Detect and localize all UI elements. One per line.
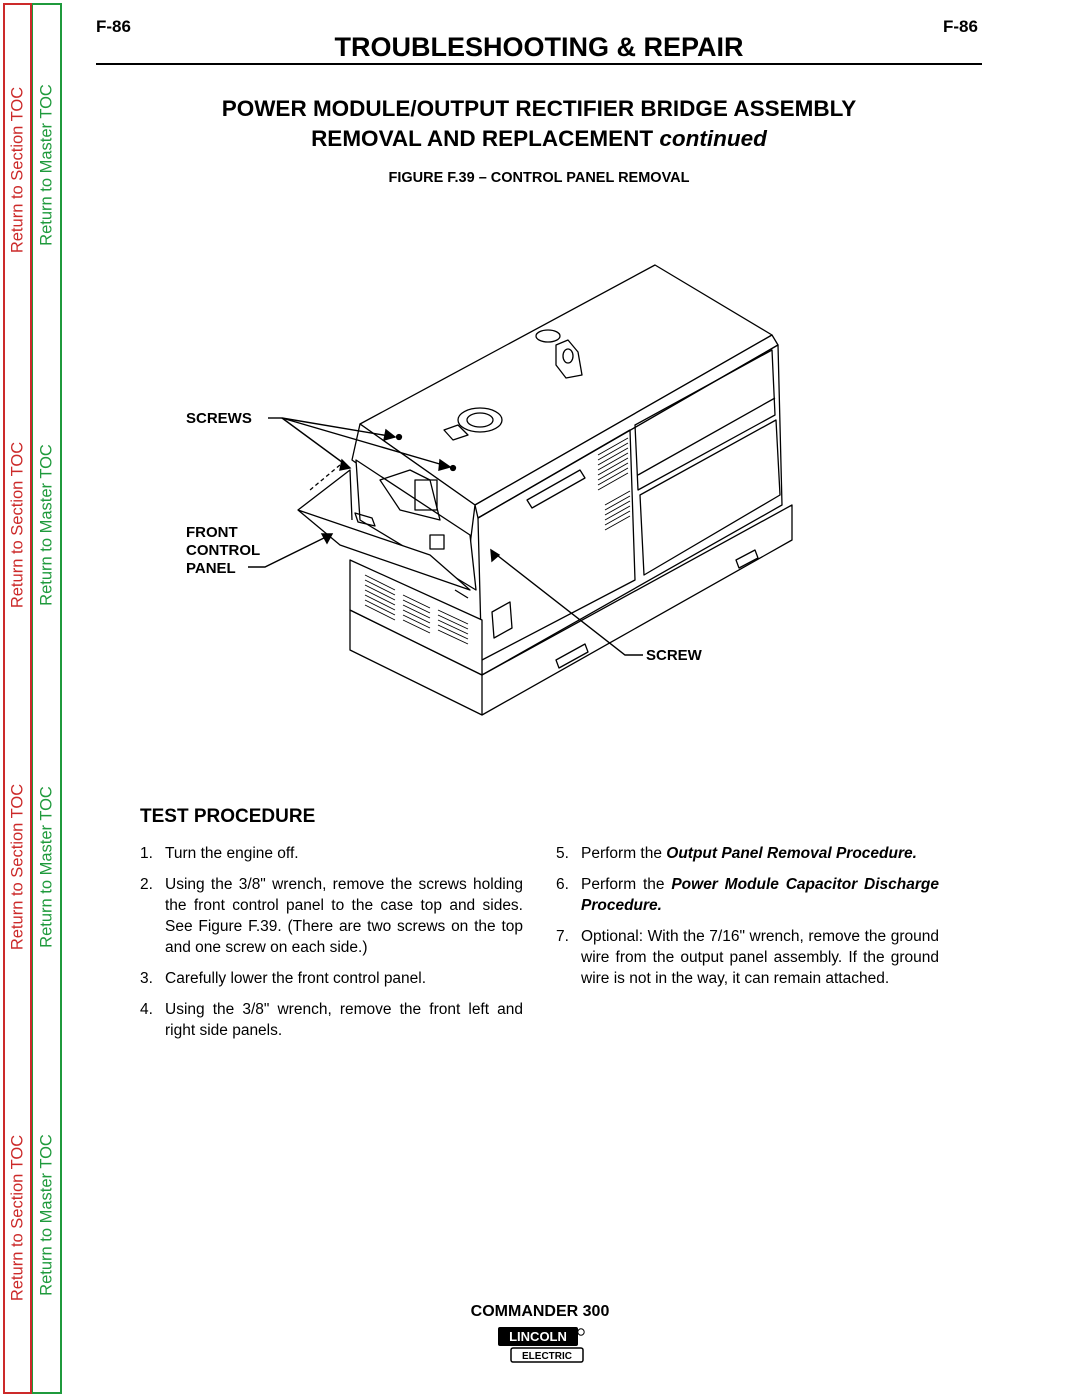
callout-control: CONTROL <box>186 542 261 559</box>
procedure-reference: Power Module Capacitor Discharge Procedure. <box>581 876 940 914</box>
return-to-master-toc-link[interactable]: Return to Master TOC <box>37 1134 55 1296</box>
return-to-master-toc-link[interactable]: Return to Master TOC <box>37 444 55 606</box>
step-number: 1. <box>140 845 153 862</box>
logo-text-bottom: ELECTRIC <box>522 1351 572 1362</box>
procedure-step <box>140 999 523 1041</box>
return-to-section-toc-link[interactable]: Return to Section TOC <box>8 86 26 254</box>
callout-screw: SCREW <box>646 647 702 664</box>
step-number: 6. <box>556 876 569 893</box>
procedure-step <box>556 926 939 989</box>
step-text: Using the 3/8" wrench, remove the front left and right side panels. <box>165 1001 523 1039</box>
step-text: Perform the <box>581 845 667 862</box>
procedure-steps-left <box>140 843 523 1051</box>
step-text: Optional: With the 7/16" wrench, remove the ground wire from the output panel assembly. If the ground wire is not in the way, it can remain attached. <box>581 928 939 987</box>
page-number-right: F-86 <box>943 17 978 36</box>
procedure-step <box>140 968 523 989</box>
lincoln-electric-logo <box>497 1326 585 1364</box>
step-number: 4. <box>140 1001 153 1018</box>
callout-front: FRONT <box>186 524 238 541</box>
page-heading-continued: continued <box>659 126 767 151</box>
test-procedure-heading: TEST PROCEDURE <box>140 806 316 827</box>
procedure-reference: Output Panel Removal Procedure. <box>666 845 917 862</box>
step-text: Perform the <box>581 876 672 893</box>
step-text: Using the 3/8" wrench, remove the screws holding the front control panel to the case top and sides. See Figure F.39. (There are two screws on the top and one screw on each side.) <box>165 876 523 956</box>
logo-text-top: LINCOLN <box>509 1329 567 1344</box>
page-heading-main: REMOVAL AND REPLACEMENT <box>311 126 654 151</box>
callout-screws: SCREWS <box>186 410 252 427</box>
page-number-left: F-86 <box>96 17 131 36</box>
model-name: COMMANDER 300 <box>470 1303 610 1320</box>
callout-panel: PANEL <box>186 560 236 577</box>
procedure-step <box>556 843 939 864</box>
section-title: TROUBLESHOOTING & REPAIR <box>334 32 744 62</box>
return-to-section-toc-link[interactable]: Return to Section TOC <box>8 441 26 609</box>
step-text: Carefully lower the front control panel. <box>165 970 427 987</box>
step-number: 5. <box>556 845 569 862</box>
procedure-steps-right <box>556 843 939 999</box>
step-text: Turn the engine off. <box>165 845 299 862</box>
page-heading-line1: POWER MODULE/OUTPUT RECTIFIER BRIDGE ASSEMBLY <box>221 96 857 121</box>
return-to-master-toc-link[interactable]: Return to Master TOC <box>37 786 55 948</box>
figure-caption: FIGURE F.39 – CONTROL PANEL REMOVAL <box>388 170 690 186</box>
step-number: 7. <box>556 928 569 945</box>
return-to-section-toc-link[interactable]: Return to Section TOC <box>8 783 26 951</box>
procedure-step <box>556 874 939 916</box>
procedure-step <box>140 843 523 864</box>
return-to-master-toc-link[interactable]: Return to Master TOC <box>37 84 55 246</box>
step-number: 3. <box>140 970 153 987</box>
step-number: 2. <box>140 876 153 893</box>
procedure-step <box>140 874 523 958</box>
return-to-section-toc-link[interactable]: Return to Section TOC <box>8 1134 26 1302</box>
